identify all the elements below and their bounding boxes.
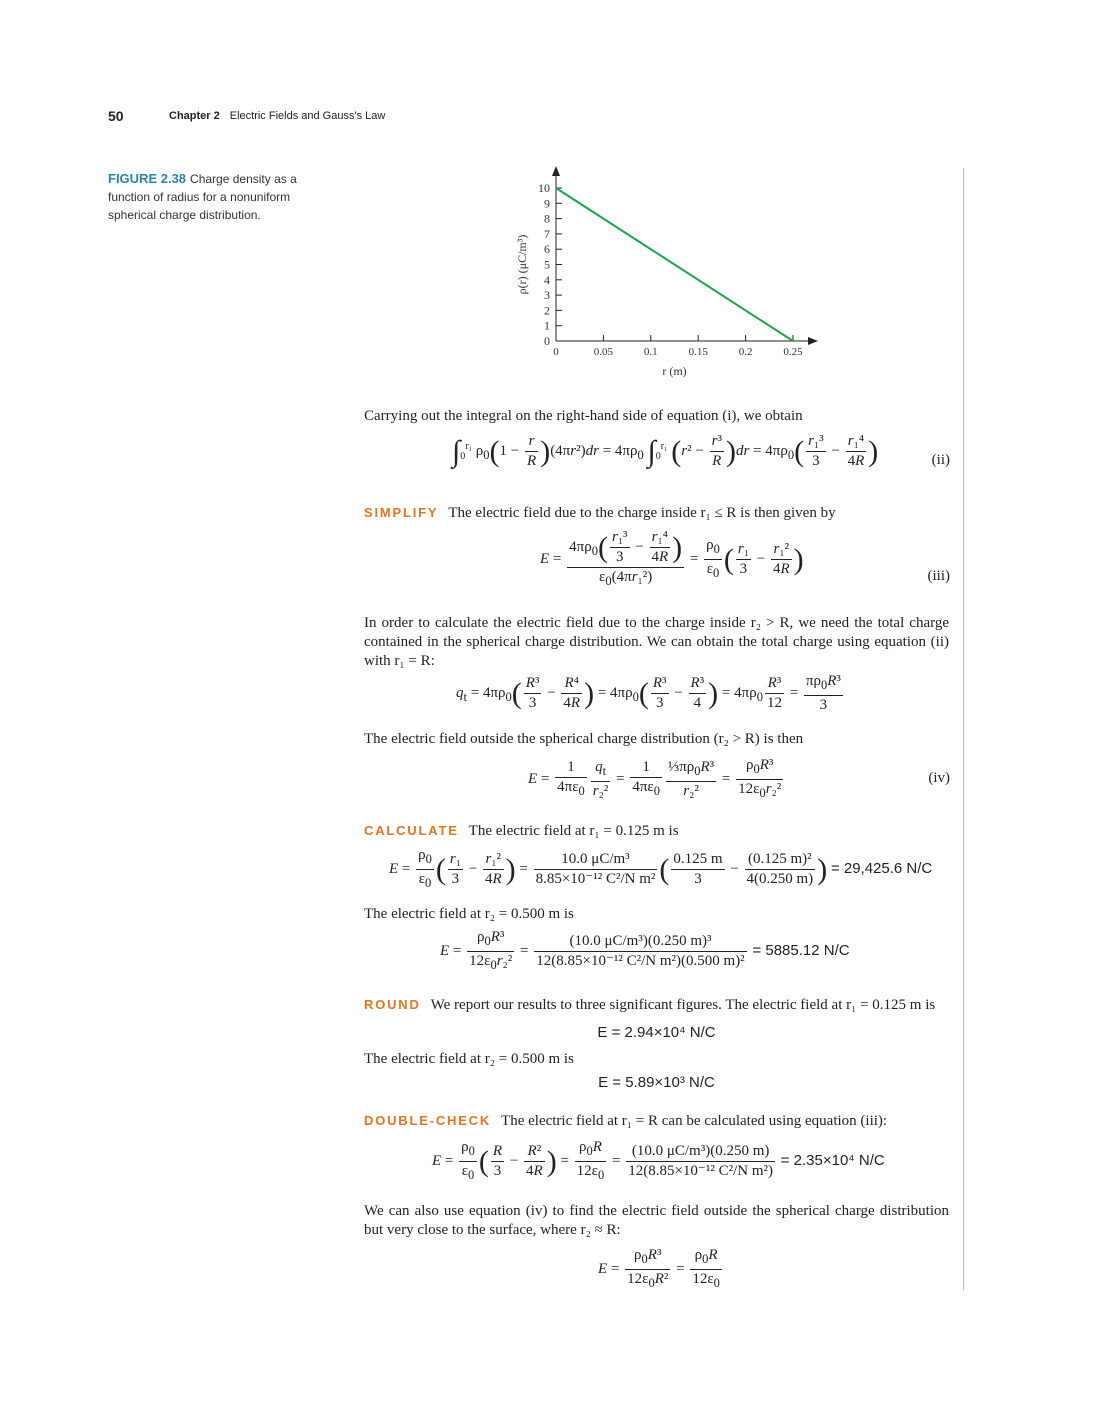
equation-double-check: E = $\frac{\rho_0}{\varepsilon_0}$ ( $\frac{R}{3}$ − $\frac{\text{R²}}{4R}$ ) = $\frac{\rho_0R}{12\varepsilon_0}$ = $\frac{\text{(10.0 μC/m³)(0.250 m)}}{\text{12(8.85×10⁻¹² C²/N m²)}}$ = 2.35×10⁴ N/C	[432, 1139, 885, 1182]
y-tick-label: 8	[544, 211, 550, 226]
figure-label: FIGURE 2.38	[108, 171, 187, 186]
equation-near-surface: E = $\frac{\rho_0R^3}{12\varepsilon_0R^2}$ = $\frac{\rho_0R}{12\varepsilon_0}$	[598, 1247, 720, 1290]
calc-r1-result: = 29,425.6 N/C	[830, 859, 933, 877]
x-tick-label: 0.25	[783, 346, 803, 358]
paragraph-near-surface: We can also use equation (iv) to find the electric field outside the spherical charge distribution but very close to the surface, where r₂ ≈ R:	[364, 1203, 949, 1238]
chapter-number: Chapter 2	[169, 110, 220, 122]
simplify-heading: SIMPLIFY	[364, 505, 439, 520]
double-check-heading: DOUBLE-CHECK	[364, 1113, 492, 1128]
simplify-paragraph	[364, 503, 949, 523]
double-check-text: The electric field at r₁ = R can be calculated using equation (iii):	[501, 1113, 888, 1129]
calculate-text: The electric field at r₁ = 0.125 m is	[468, 823, 679, 839]
equation-total-charge: $q_t = 4\pi\rho_0$( $\frac{\text{R³}}{3}$ − $\frac{\text{R⁴}}{4R}$ ) = $4\pi\rho_0$( $\frac{\text{R³}}{3}$ − $\frac{\text{R³}}{4}$ ) = $4\pi\rho_0$ $\frac{\text{R³}}{12}$ = $\frac{\pi\rho_0R^3}{3}$	[456, 673, 841, 713]
round-heading: ROUND	[364, 997, 421, 1012]
margin-rule	[963, 168, 964, 1290]
data-series-line	[556, 188, 793, 341]
y-tick-label: 1	[544, 318, 550, 333]
y-tick-label: 5	[544, 257, 550, 272]
equation-iii: E = $4\pi\rho_0$( $\frac{\text{r₁³}}{3}$ − $\frac{\text{r₁⁴}}{4R}$ ) $\varepsilon_0(4\pi r_1^2)$ = $\frac{\rho_0}{\varepsilon_0}$ ( $\frac{\text{r₁}}{3}$ − $\frac{\text{r₁²}}{4R}$ )	[540, 529, 804, 588]
paragraph-total-charge: In order to calculate the electric field due to the charge inside r₂ > R, we need the total charge contained in the spherical charge distribution. We can obtain the total charge using equation (ii) with r₁ = R:	[364, 615, 949, 669]
calc-r2-result: = 5885.12 N/C	[752, 941, 850, 959]
round-result-2: E = 5.89×10³ N/C	[598, 1074, 715, 1091]
y-tick-label: 10	[538, 181, 550, 195]
round-text: We report our results to three significant figures. The electric field at r₁ = 0.125 m is	[430, 997, 936, 1013]
y-axis-arrow	[552, 166, 560, 176]
x-axis-label: r (m)	[662, 364, 687, 378]
equation-calc-r2: E = $\frac{\rho_0R^3}{12\varepsilon_0r_2^2}$ = $\frac{\text{(10.0 μC/m³)(0.250 m)³}}{\text{12(8.85×10⁻¹² C²/N m²)(0.500 m)²}}$ = 5885.12 N/C	[440, 929, 850, 972]
simplify-text: The electric field due to the charge inside r₁ ≤ R is then given by	[448, 505, 836, 521]
paragraph-integral-intro: Carrying out the integral on the right-hand side of equation (i), we obtain	[364, 408, 803, 424]
paragraph-field-r2-round: The electric field at r₂ = 0.500 m is	[364, 1051, 574, 1067]
x-tick-label: 0.15	[688, 346, 708, 358]
x-tick-label: 0.2	[738, 346, 753, 358]
charge-density-chart	[500, 160, 840, 385]
y-tick-label: 2	[544, 303, 550, 318]
y-axis-label: ρ(r) (μC/m³)	[515, 234, 529, 295]
figure-caption-text: Charge density as a function of radius for a nonuniform spherical charge distribution.	[108, 172, 297, 222]
equation-iv: E = $\frac{1}{4\pi\varepsilon_0}$ $\frac{q_t}{\text{r₂²}}$ = $\frac{1}{4\pi\varepsilon_0}$ $\frac{\frac{1}{3}\pi\rho_0R^3}{\text{r₂²}}$ = $\frac{\rho_0R^3}{12\varepsilon_0r_2^2}$	[528, 757, 782, 800]
equation-calc-r1: E = $\frac{\rho_0}{\varepsilon_0}$ ( $\frac{\text{r₁}}{3}$ − $\frac{\text{r₁²}}{4R}$ ) = $\frac{\text{10.0 μC/m³}}{\text{8.85×10⁻¹² C²/N m²}}$ ( $\frac{0.125 m}{3}$ − $\frac{\text{(0.125 m)²}}{4(0.250 m)}$ ) = 29,425.6 N/C	[389, 847, 933, 890]
running-header	[169, 110, 385, 122]
x-tick-label: 0.1	[643, 346, 658, 358]
paragraph-outside-field: The electric field outside the spherical charge distribution (r₂ > R) is then	[364, 731, 804, 747]
equation-ii-label: (ii)	[931, 452, 950, 468]
y-tick-label: 7	[544, 226, 550, 241]
calculate-heading: CALCULATE	[364, 823, 459, 838]
x-tick-label: 0.05	[593, 346, 614, 358]
y-tick-label: 9	[544, 196, 550, 211]
round-paragraph	[364, 995, 949, 1015]
y-tick-label: 6	[544, 242, 550, 257]
y-tick-label: 4	[544, 272, 550, 287]
round-result-1: E = 2.94×10⁴ N/C	[597, 1024, 716, 1041]
y-tick-label: 0	[544, 334, 550, 348]
page-number: 50	[108, 108, 124, 124]
double-check-result: = 2.35×10⁴ N/C	[780, 1151, 885, 1169]
y-tick-label: 3	[544, 288, 550, 303]
double-check-paragraph	[364, 1111, 949, 1131]
x-tick-label: 0	[553, 346, 559, 358]
equation-iv-label: (iv)	[928, 770, 950, 786]
equation-iii-label: (iii)	[927, 568, 950, 584]
paragraph-field-r2: The electric field at r₂ = 0.500 m is	[364, 906, 574, 922]
equation-ii: $\int_0^{r_1}$ $\rho_0(1$ − $\frac{r}{R}$ )$(4\pi r^2)dr = 4\pi\rho_0$ $\int_0^{r_1}$ (r² − $\frac{\text{r³}}{R}$ )$dr = 4\pi\rho_0$( $\frac{\text{r₁³}}{3}$ − $\frac{\text{r₁⁴}}{4R}$ )	[452, 433, 879, 469]
chapter-title: Electric Fields and Gauss's Law	[229, 110, 386, 122]
x-axis-arrow	[808, 337, 818, 345]
figure-caption	[108, 170, 318, 224]
calculate-paragraph	[364, 821, 949, 841]
